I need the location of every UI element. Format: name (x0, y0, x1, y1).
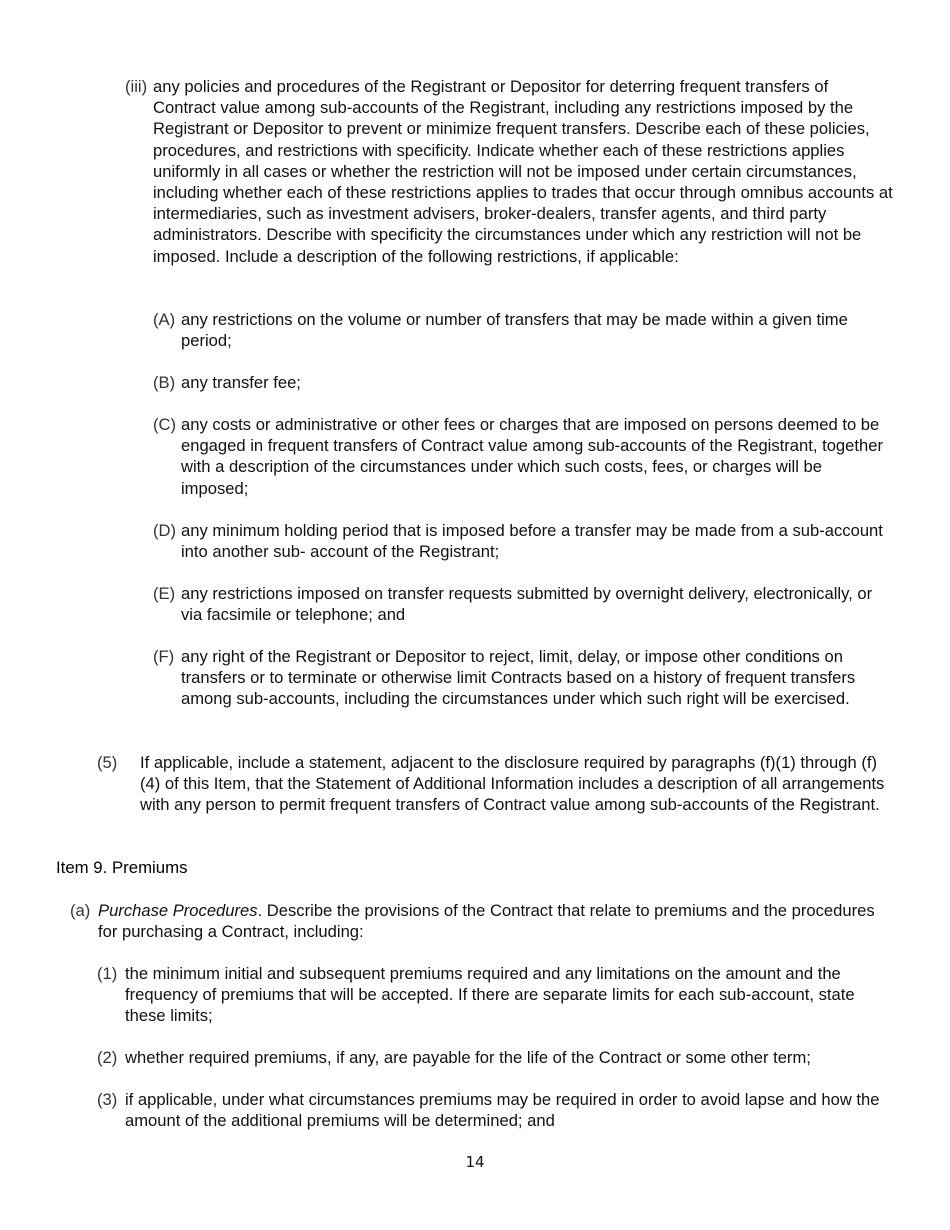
list-item-text: if applicable, under what circumstances premiums may be required in order to avoid lapse and how the amount of the additional premiums will be determined; and (125, 1090, 880, 1131)
list-item-d (153, 520, 893, 562)
list-item-text (70, 900, 893, 942)
list-marker: (B) (153, 373, 176, 392)
list-item-iii (125, 76, 893, 267)
list-marker: (2) (97, 1048, 118, 1067)
list-item-text: any right of the Registrant or Depositor to reject, limit, delay, or impose other conditions on transfers or to terminate or otherwise limit Contracts based on a history of frequent transfers among sub-accounts, including the circumstances under which such right will be exercised. (181, 647, 856, 709)
list-item-text: any restrictions imposed on transfer requests submitted by overnight delivery, electronically, or via facsimile or telephone; and (181, 584, 873, 625)
list-item-5 (97, 752, 893, 816)
list-item-text: the minimum initial and subsequent premiums required and any limitations on the amount and the frequency of premiums that will be accepted. If there are separate limits for each sub-account, state these limits; (125, 964, 855, 1026)
list-marker: (5) (97, 753, 118, 772)
list-item-a-purchase (70, 900, 893, 942)
list-marker: (3) (97, 1090, 118, 1109)
list-item-c (153, 414, 893, 499)
page-number: 14 (465, 1153, 485, 1171)
section-heading: Item 9. Premiums (56, 858, 188, 877)
italic-lead: Purchase Procedures (98, 901, 258, 920)
list-item-e (153, 583, 893, 625)
list-item-text: any costs or administrative or other fees or charges that are imposed on persons deemed to be engaged in frequent transfers of Contract value among sub-accounts of the Registrant, together with a description of the circumstances under which such costs, fees, or charges will be imposed; (181, 415, 883, 498)
list-item-text: any minimum holding period that is imposed before a transfer may be made from a sub-account into another sub- account of the Registrant; (181, 521, 883, 562)
list-item-body: . Describe the provisions of the Contract that relate to premiums and the procedures for purchasing a Contract, including: (98, 901, 875, 942)
list-item-b (153, 372, 893, 393)
list-marker: (C) (153, 415, 177, 434)
list-item-text: any restrictions on the volume or number of transfers that may be made within a given time period; (181, 310, 848, 351)
list-marker: (1) (97, 964, 118, 983)
list-marker: (A) (153, 310, 176, 329)
list-item-2 (97, 1047, 893, 1068)
list-item-3 (97, 1089, 893, 1131)
list-item-text: any transfer fee; (181, 373, 301, 392)
list-item-text: If applicable, include a statement, adjacent to the disclosure required by paragraphs (f)(1) through (f)(4) of this Item, that the Statement of Additional Information includes a description of all arrangements with any person to permit frequent transfers of Contract value among sub-accounts of the Registrant. (140, 753, 885, 815)
list-marker: (a) (70, 901, 91, 920)
list-marker: (D) (153, 521, 177, 540)
list-marker: (F) (153, 647, 175, 666)
list-item-f (153, 646, 893, 710)
list-marker: (iii) (125, 77, 148, 96)
list-item-1 (97, 963, 893, 1027)
list-item-text: whether required premiums, if any, are payable for the life of the Contract or some other term; (125, 1048, 811, 1067)
list-item-a (153, 309, 893, 351)
list-item-text: any policies and procedures of the Registrant or Depositor for deterring frequent transfers of Contract value among sub-accounts of the Registrant, including any restrictions imposed by the Registrant or Depositor to prevent or minimize frequent transfers. Describe each of these policies, procedures, and restrictions with specificity. Indicate whether each of these restrictions applies uniformly in all cases or whether the restriction will not be imposed under certain circumstances, including whether each of these restrictions applies to trades that occur through omnibus accounts at intermediaries, such as investment advisers, broker-dealers, transfer agents, and third party administrators. Describe with specificity the circumstances under which any restriction will not be imposed. Include a description of the following restrictions, if applicable: (153, 77, 893, 266)
list-marker: (E) (153, 584, 176, 603)
